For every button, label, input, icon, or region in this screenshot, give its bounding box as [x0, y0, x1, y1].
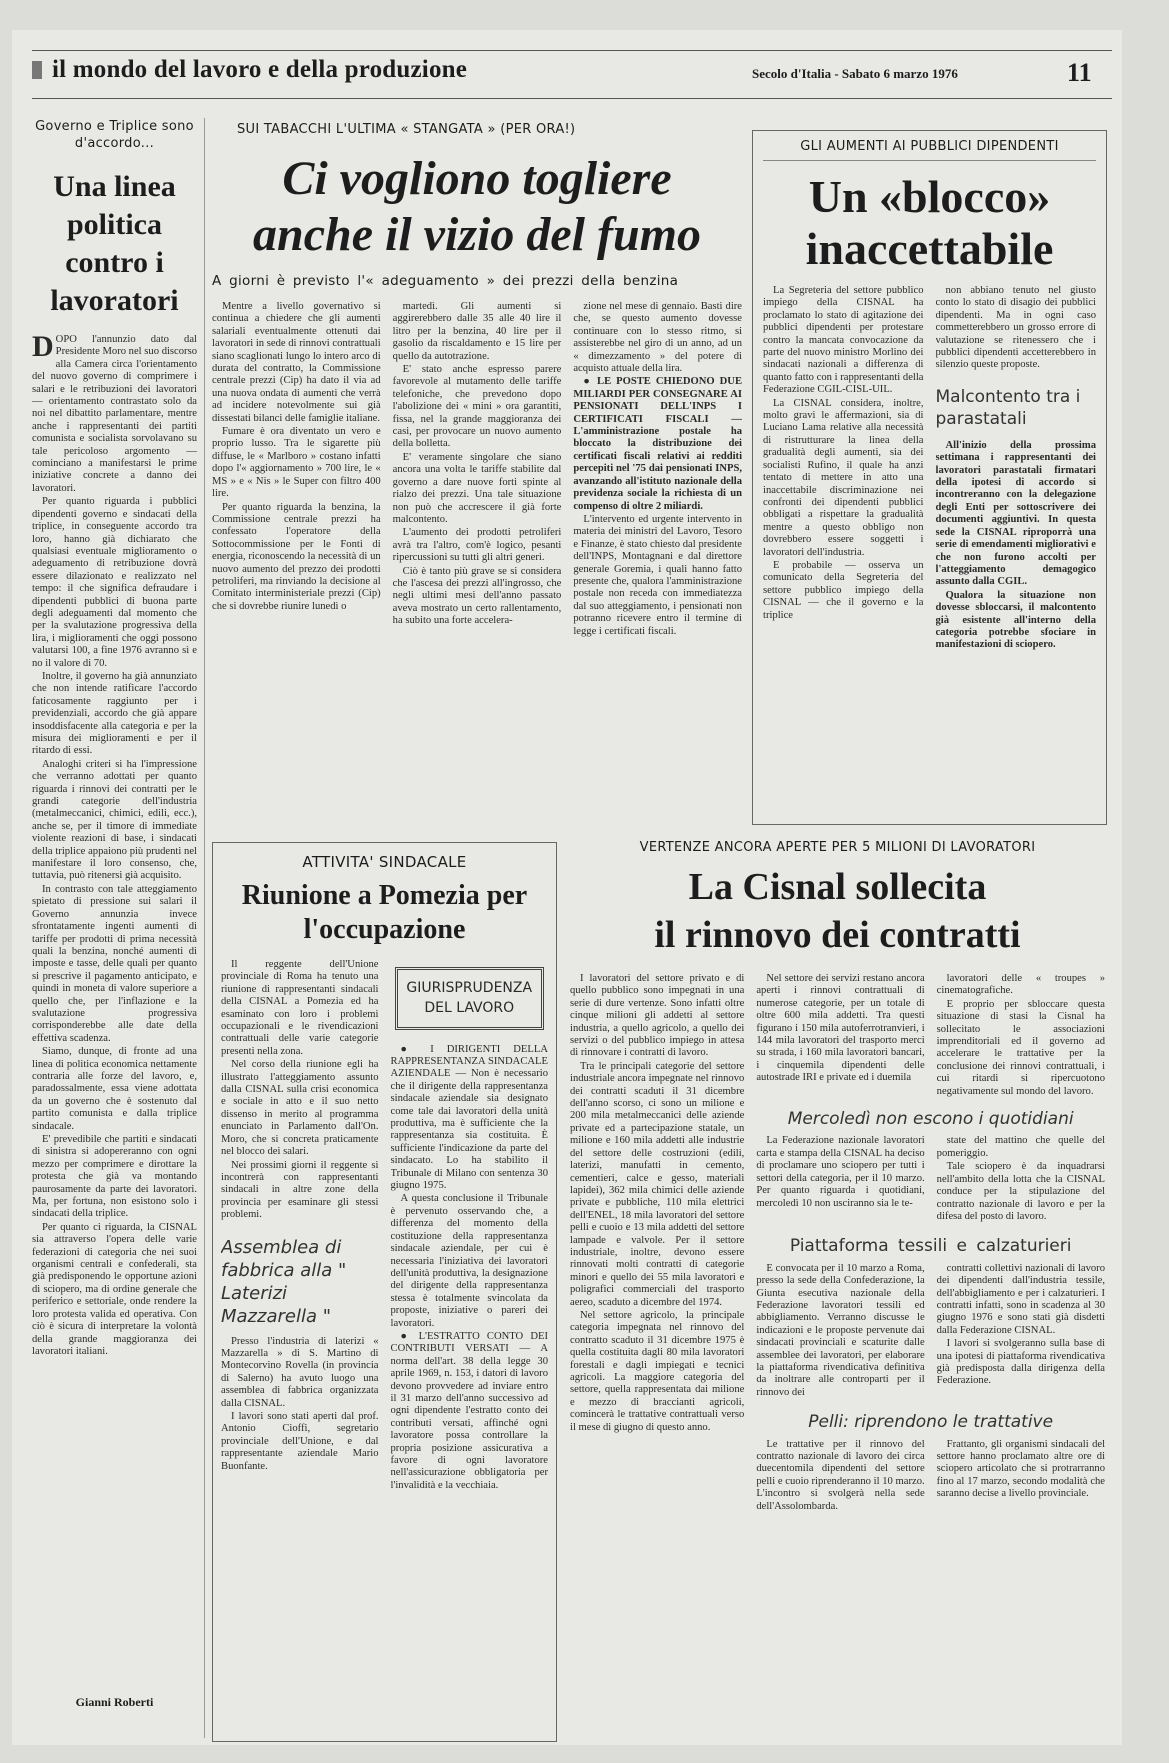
paragraph: In contrasto con tale atteggiamento spietato di pressione sui salari il Governo annunzia invece sfrontatamente ingenti aumenti di tariffe per prodotti di prima necessità quali la benzina, nonché aumenti di imposte e tasse, delle quali per quanto si prescrive il pagamento anticipato, e quindi in moneta di valore superiore a quello che, per l'inflazione e la svalutazione progressiva corrisponderebbe alle date della effettiva scadenza.	[32, 883, 197, 1044]
subhead-quotidiani: Mercoledì non escono i quotidiani	[787, 1109, 1074, 1130]
paragraph: zione nel mese di gennaio. Basti dire che, se questo aumento dovesse continuare con lo stesso ritmo, si assisterebbe nel giro di un anno, ad un « dimezzamento » del potere di acquisto attuale della lira.	[573, 301, 742, 375]
paragraph: Inoltre, il governo ha già annunziato che non intende ratificare l'accordo faticosamente raggiunto per i previdenziali, accordo che già appare insoddisfacente alla categoria e per la misura dei miglioramenti e per il ritardo di essi.	[32, 670, 197, 757]
paragraph: Nel corso della riunione egli ha illustrato l'atteggiamento assunto dalla CISNAL sulla crisi economica e sociale in atto e il suo netto dissenso in merito al programma enunciato in Parlamento dall'On. Moro, che si concreta praticamente nel blocco dei salari.	[221, 1059, 379, 1158]
center-body	[212, 301, 742, 901]
column	[756, 1135, 924, 1224]
byline: Gianni Roberti	[75, 1695, 154, 1709]
paragraph: E' veramente singolare che siano ancora una volta le tariffe stabilite dal governo a dare nuove forti spinte al rialzo dei prezzi. Una tale situazione non può che accrescere il già forte malcontento.	[392, 451, 562, 525]
paragraph: La Segreteria del settore pubblico impiego della CISNAL ha proclamato lo stato di agitazione dei pubblici dipendenti per protestare contro la mancata convocazione da parte del nuovo ministro Morlino dei sindacati nazionali a differenza di quanto fatto con i rappresentanti della Federazione CGIL-CISL-UIL.	[763, 285, 924, 396]
right-kicker: GLI AUMENTI AI PUBBLICI DIPENDENTI	[763, 139, 1096, 161]
paragraph: contratti collettivi nazionali di lavoro dei dipendenti dall'industria tessile, dell'abbigliamento e per i calzaturieri. I contratti infatti, sono in scadenza al 30 giugno 1976 e sono stati già disdetti dalla Federazione CISNAL.	[936, 1262, 1105, 1336]
page-number: 11	[1067, 58, 1092, 87]
section-marker-icon	[32, 61, 42, 79]
pomezia-body	[221, 959, 548, 1739]
paragraph: state del mattino che quelle del pomeriggio.	[936, 1135, 1105, 1159]
paragraph: Ciò è tanto più grave se si considera che l'ascesa dei prezzi all'ingrosso, che negli ultimi mesi dell'anno passato aveva mostrato un certo rallentamento, ha subito una forte accelera-	[392, 565, 562, 627]
column	[937, 973, 1105, 1099]
left-kicker: Governo e Triplice sono d'accordo...	[35, 119, 194, 151]
column	[212, 301, 381, 901]
paragraph: Siamo, dunque, di fronte ad una linea di politica economica nettamente contraria alle forze del lavoro, e, paradossalmente, essa viene adottata da un governo che è sostenuto dal partito comunista e dalla triplice sindacale.	[32, 1046, 197, 1132]
pomezia-article	[212, 842, 557, 1742]
paragraph: Nel settore dei servizi restano ancora aperti i rinnovi contrattuali di numerose categorie, per un totale di oltre 600 mila addetti. Tra questi figurano i 150 mila autoferrotranvieri, i 144 mila lavoratori del trasporto merci su strada, i 160 mila lavoratori bancari, i cinquemila dipendenti delle autostrade IRI e private ed i duemila	[756, 973, 925, 1084]
paragraph: La Federazione nazionale lavoratori carta e stampa della CISNAL ha deciso di proclamare uno sciopero per tutti i settori della categoria, per il 10 marzo. Per quanto riguarda i quotidiani, mercoledì 10 non usciranno sia le te-	[756, 1135, 925, 1209]
paragraph: E' stato anche espresso parere favorevole al mutamento delle tariffe telefoniche, che prevedono dopo l'abolizione dei « mini » ora garantiti, fissa, nel la grande maggioranza dei casi, per provocare un nuovo aumento della bolletta.	[392, 364, 562, 450]
paragraph: Le trattative per il rinnovo del contratto nazionale di lavoro dei circa duecentomila dipendenti del settore pelli e cuoio riprenderanno il 10 marzo. L'incontro si svolgerà nella sede dell'Assolombarda.	[756, 1438, 925, 1512]
paragraph: Mentre a livello governativo si continua a chiedere che gli aumenti salariali eventualmente ottenuti dai lavoratori in sede di rinnovi contrattuali siano scaglionati lungo lo intero arco di durata del contratto, la Commissione centrale prezzi (Cip) ha dato il via ad una nuova ondata di aumenti che verrà ad incidere notevolmente sui già dissestati bilanci delle famiglie italiane.	[212, 301, 381, 424]
column	[756, 973, 924, 1099]
paragraph: Presso l'industria di laterizi « Mazzarella » di S. Martino di Montecorvino Rovella (in provincia di Salerno) ha avuto luogo una assemblea di fabbrica organizzata dalla CISNAL.	[221, 1335, 379, 1409]
column	[936, 285, 1097, 815]
center-headline-1: Ci vogliono togliere	[282, 152, 672, 205]
paragraph: All'inizio della prossima settimana i rappresentanti dei lavoratori parastatali firmatari della ipotesi di accordo si incontreranno con la delegazione degli Enti per sottoscrivere dei documenti aggiuntivi. In questa sede la CISNAL riproporrà una serie di emendamenti migliorativi e che non furono accolti per l'atteggiamento demagogico assunto dalla CGIL.	[935, 439, 1096, 588]
double-column	[756, 973, 1105, 1763]
column	[570, 973, 744, 1763]
paragraph: Nei prossimi giorni il reggente si incontrerà con rappresentanti sindacali in altre zone della provincia per esaminare gli stessi problemi.	[221, 1159, 379, 1221]
paragraph: I lavori si svolgeranno sulla base di una ipotesi di piattaforma rivendicativa già predisposta dalla dirigenza della Federazione.	[936, 1338, 1105, 1387]
paragraph: La CISNAL considera, inoltre, molto gravi le affermazioni, sia di Luciano Lama relative alla necessità di ristrutturare la linea della gradualità degli aumenti, sia dei socialisti Rufino, il quale ha anzi tentato di mettere in atto una inaccettabile discriminazione nei confronti dei dipendenti pubblici obbligati a rispettare la gradualità mentre a questo obbligo non dovrebbero essere soggetti i lavoratori dell'industria.	[763, 397, 924, 558]
paragraph: non abbiano tenuto nel giusto conto lo stato di disagio dei pubblici dipendenti. Ma in ogni caso commetterebbero un grosso errore di valutazione se ritenessero che i pubblici dipendenti accetterebbero in silenzio queste proposte.	[935, 285, 1096, 371]
paragraph: Per quanto riguarda i pubblici dipendenti governo e sindacati della triplice, in conseguente accordo tra loro, hanno già dichiarato che qualsiasi eventuale miglioramento o adeguamento di retribuzione dovrà essere dilazionato e realizzato nel tempo: il che significa defraudare i dipendenti pubblici di buona parte degli adeguamenti dal momento che per la svalutazione progressiva della lira, i miglioramenti che oggi possono valutarsi 100, a fine 1976 avranno sì e no il valore di 70.	[32, 496, 197, 669]
column	[756, 1263, 924, 1400]
column	[391, 959, 549, 1739]
left-headline: Una linea politica contro i lavoratori	[50, 170, 179, 317]
assemblea-headline: Assemblea di fabbrica alla " Laterizi Mazzarella "	[221, 1236, 347, 1327]
paragraph: Per quanto riguarda la benzina, la Commissione centrale prezzi ha confessato l'operatore della Sottocommissione per le Fonti di energia, riconoscendo la necessità di un nuovo aumento del prezzo dei prodotti petroliferi, ma rinviando la decisione al Comitato interministeriale prezzi (Cip) che si dovrebbe riunire lunedì o	[212, 501, 381, 612]
right-subhead: Malcontento tra i parastatali	[935, 386, 1081, 429]
column	[763, 285, 924, 815]
column	[937, 1135, 1105, 1224]
cisnal-body	[570, 973, 1105, 1763]
column	[573, 301, 742, 901]
right-box-article	[752, 130, 1107, 825]
paragraph: Il reggente dell'Unione provinciale di Roma ha tenuto una riunione di rappresentanti sindacali della CISNAL a Pomezia ed ha esaminato con loro i problemi occupazionali e le rivendicazioni contrattuali delle varie categorie presenti nella zona.	[221, 959, 379, 1057]
paragraph: Frattanto, gli organismi sindacali del settore hanno proclamato altre ore di sciopero articolato che si protrarranno fino al 17 marzo, secondo modalità che saranno decise a livello provinciale.	[936, 1438, 1105, 1500]
paragraph: Per quanto ci riguarda, la CISNAL sia attraverso l'opera delle varie federazioni di categoria che nei suoi organismi centrali e confederali, sta già predisponendo le opportune azioni di sciopero, ma di ordine generale che periferico e settoriale, onde rendere la loro protesta valida ed operativa. Con ciò è sicura di interpretare la volontà della grande maggioranza dei lavoratori italiani.	[32, 1221, 197, 1357]
left-article	[32, 118, 197, 1710]
paragraph: ● I DIRIGENTI DELLA RAPPRESENTANZA SINDACALE AZIENDALE — Non è necessario che il dirigente della rappresentanza sindacale aziendale sia designato come tale dai lavoratori della unità produttiva, ma è sufficiente che la rappresentanza sia costituita. È sufficiente l'indicazione da parte del sindacato. Lo ha stabilito il Tribunale di Milano con sentenza 30 giugno 1975.	[390, 1043, 548, 1192]
center-article	[212, 122, 742, 901]
paragraph: Qualora la situazione non dovesse sbloccarsi, il malcontento già esistente all'interno della categoria potrebbe sfociare in manifestazioni di sciopero.	[935, 589, 1096, 651]
column	[221, 959, 379, 1739]
paragraph: lavoratori delle « troupes » cinematografiche.	[936, 973, 1105, 997]
row	[756, 1135, 1105, 1224]
paragraph: E proprio per sbloccare questa situazione di stasi la Cisnal ha sollecitato le associazioni imprenditoriali ed il governo ad accelerare le trattative per la conclusione dei rinnovi contrattuali, i cui ritardi si ripercuotono negativamente sul mondo del lavoro.	[936, 998, 1105, 1097]
paragraph: E' prevedibile che partiti e sindacati di sinistra si adopereranno con ogni mezzo per comprimere e dirottare la protesta che già va montando paurosamente da parte dei lavoratori. Ma, per fortuna, non esistono solo i sindacati della triplice.	[32, 1134, 197, 1220]
paragraph: OPO l'annunzio dato dal Presidente Moro nel suo discorso alla Camera circa l'orientamento del nuovo governo di comprimere i salari e le retribuzioni dei lavoratori — orientamento contrastato solo da noi nel dibattito parlamentare, mentre anche i rappresentanti dei partiti comunista e socialista sorvolavano su tale pericoloso argomento — cominciano a manifestarsi le prime iniziative concrete a danno dei lavoratori.	[32, 334, 197, 494]
subhead-pelli: Pelli: riprendono le trattative	[808, 1412, 1054, 1433]
cisnal-headline-2: il rinnovo dei contratti	[654, 914, 1021, 956]
paragraph: I lavori sono stati aperti dal prof. Antonio Cioffi, segretario provinciale dell'Unione, e dal rappresentante aziendale Mario Buonfante.	[221, 1410, 379, 1472]
section-title: il mondo del lavoro e della produzione	[52, 56, 468, 83]
right-body	[763, 285, 1096, 815]
left-body	[32, 334, 197, 1689]
dateline: Secolo d'Italia - Sabato 6 marzo 1976	[752, 66, 958, 81]
paragraph: L'intervento ed urgente intervento in materia dei ministri del Lavoro, Tesoro e Finanze, è stato chiesto dal presidente dell'INPS, Montagnani e dal direttore generale Goremia, i quali hanno fatto presente che, qualora l'amministrazione postale non receda con immediatezza dal suo atteggiamento, i pensionati non potranno ricevere entro il termine di legge i certificati fiscali.	[573, 513, 742, 637]
row	[756, 973, 1105, 1099]
paragraph: Analoghi criteri si ha l'impressione che verranno adottati per quanto riguarda i rinnovi dei contratti per le grandi categorie dell'industria (metalmeccanici, chimici, edili, ecc.), anche se, per il timore di immediate violente reazioni di base, i sindacati della triplice appaiono più prudenti nel manifestare il loro consenso, che, tuttavia, può ritenersi già acquisito.	[32, 758, 197, 882]
cisnal-kicker: VERTENZE ANCORA APERTE PER 5 MILIONI DI LAVORATORI	[639, 840, 1036, 855]
paragraph: Tale sciopero è da inquadrarsi nell'ambito della lotta che la CISNAL conduce per la stipulazione del contratto nazionale di lavoro e per la difesa del posto di lavoro.	[936, 1161, 1105, 1222]
header-bottom-rule	[32, 98, 1112, 99]
section-header	[32, 56, 467, 84]
subhead-tessili: Piattaforma tessili e calzaturieri	[789, 1236, 1072, 1257]
newspaper-page	[12, 30, 1122, 1745]
paragraph: E probabile — osserva un comunicato della Segreteria del settore pubblico impiego della CISNAL — che il governo e la triplice	[763, 559, 924, 621]
paragraph: E convocata per il 10 marzo a Roma, presso la sede della Confederazione, la Giunta esecutiva nazionale della Federazione lavoratori tessili ed abbigliamento. Verranno discusse le indicazioni e le proposte pervenute dai sindacati provinciali e scaturite dalle assemblee dei lavoratori, per elaborare la piattaforma rivendicativa definitiva da inoltrare alle controparti per il rinnovo dei	[756, 1262, 925, 1398]
pomezia-kicker: ATTIVITA' SINDACALE	[302, 853, 467, 871]
cisnal-headline-1: La Cisnal sollecita	[688, 866, 987, 908]
center-kicker: SUI TABACCHI L'ULTIMA « STANGATA » (PER ORA!)	[237, 122, 576, 137]
paragraph: Nel settore agricolo, la principale categoria impegnata nel rinnovo del contratto scaduto il 31 dicembre 1975 è quella costituita dagli 80 mila lavoratori forestali e dagli impiegati e tecnici agricoli. La maggiore categoria del settore, quella rappresentata dai milione e mezzo di braccianti agricoli, comincerà le trattative contrattuali verso il mese di giugno di questo anno.	[570, 1309, 745, 1433]
paragraph: ● LE POSTE CHIEDONO DUE MILIARDI PER CONSEGNARE AI PENSIONATI DELL'INPS I CERTIFICATI FISCALI — L'amministrazione postale ha bloccato la distribuzione dei certificati fiscali relativi ai redditi percepiti nel '75 dai pensionati INPS, avanzando all'istituto nazionale della previdenza sociale la richiesta di un compenso di oltre 2 miliardi.	[573, 376, 742, 512]
header-top-rule	[32, 50, 1112, 51]
center-headline-2: anche il vizio del fumo	[253, 208, 701, 261]
paragraph: ● L'ESTRATTO CONTO DEI CONTRIBUTI VERSATI — A norma dell'art. 38 della legge 30 aprile 1969, n. 153, i datori di lavoro devono provvedere ad inviare entro il 31 marzo dell'anno successivo ad ogni dipendente l'estratto conto dei contributi versati, affinché ogni lavoratore possa controllare la propria posizione assicurativa a favore di ogni lavoratore nell'assicurazione obbligatoria per l'invalidità e la vecchiaia.	[390, 1330, 548, 1491]
giurisprudenza-box	[395, 967, 545, 1030]
row	[756, 1263, 1105, 1400]
pomezia-headline: Riunione a Pomezia per l'occupazione	[241, 880, 528, 945]
row	[756, 1439, 1105, 1514]
paragraph: Fumare è ora diventato un vero e proprio lusso. Tra le sigarette più diffuse, le « Marlboro » costano infatti dopo l'« aggiornamento » 700 lire, le « MS » e « Nis » le Super con filtro 400 lire.	[212, 426, 381, 500]
right-headline-2: inaccettabile	[805, 223, 1054, 274]
paragraph: Tra le principali categorie del settore industriale ancora impegnate nel rinnovo dei contratti scaduti il 31 dicembre dell'anno scorso, ci sono un milione e 200 mila metalmeccanici delle aziende private ed a partecipazione statale, un milione e 160 mila addetti alle industrie del settore delle costruzioni (edili, laterizi, manufatti in cemento, cementieri, calce e gesso, materiali lapidei), 362 mila chimici delle aziende private e pubbliche, 110 mila elettrici dell'ENEL, 18 mila lavoratori del settore pelli e cuoio e 13 mila addetti del settore lampade e valvole. Per il settore industriale, inoltre, devono essere rinnovati molti contratti di categorie minori e quello dei 55 mila lavoratori e poligrafici commerciali del trasporto aereo, scaduto a dicembre del 1974.	[570, 1060, 745, 1308]
column	[937, 1263, 1105, 1400]
right-headline-1: Un «blocco»	[808, 171, 1051, 222]
dropcap: D	[32, 334, 54, 363]
column	[756, 1439, 924, 1514]
column	[937, 1439, 1105, 1514]
paragraph: martedì. Gli aumenti si aggirerebbero dalle 35 alle 40 lire il litro per la benzina, 40 lire per il gasolio da riscaldamento e 15 lire per quello da autotrazione.	[392, 301, 562, 362]
cisnal-article	[570, 840, 1105, 1763]
column-divider	[204, 118, 205, 1738]
center-subhead: A giorni è previsto l'« adeguamento » dei prezzi della benzina	[212, 273, 679, 289]
paragraph: A questa conclusione il Tribunale è pervenuto osservando che, a differenza del momento della costituzione della rappresentanza sindacale aziendale, per cui è necessaria l'iniziativa dei lavoratori dell'unità produttiva, la designazione del dirigente della rappresentanza stessa è totalmente svincolata da proposte, iniziative o pareri dei lavoratori.	[390, 1193, 548, 1329]
column	[393, 301, 562, 901]
paragraph: L'aumento dei prodotti petroliferi avrà tra l'altro, com'è logico, pesanti ripercussioni su tutti gli altri generi.	[392, 527, 562, 564]
paragraph: I lavoratori del settore privato e di quello pubblico sono impegnati in una serie di dure vertenze. Sono infatti oltre cinque milioni gli addetti al settore industria, a quello agricolo, a quello dei servizi o del pubblico impiego in attesa di rinnovare i contratti di lavoro.	[570, 973, 745, 1059]
box-title-line: DEL LAVORO	[424, 1000, 515, 1017]
box-title-line: GIURISPRUDENZA	[406, 980, 533, 996]
